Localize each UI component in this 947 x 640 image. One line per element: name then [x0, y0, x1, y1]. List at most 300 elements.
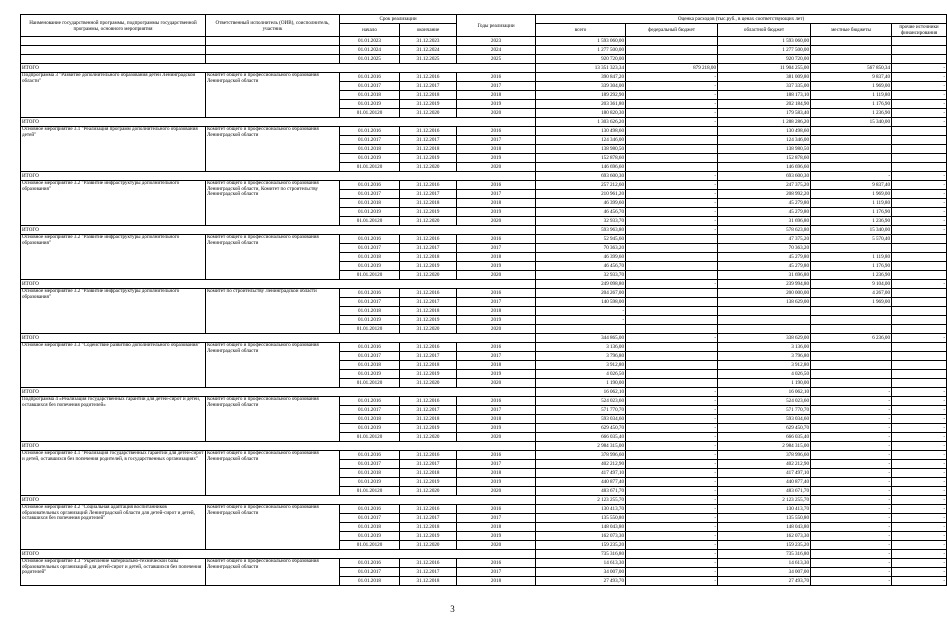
cost-other	[892, 361, 947, 370]
start-date: 01.01.2019	[340, 154, 400, 163]
start-date: 01.01.2018	[340, 91, 400, 100]
cost-local	[811, 379, 892, 388]
start-date: 01.01.20120	[340, 541, 400, 550]
end-date: 31.12.2020	[400, 271, 457, 280]
cost-local	[811, 352, 892, 361]
cost-federal: -	[626, 523, 718, 532]
end-date: 31.12.2020	[400, 325, 457, 334]
cost-local: -	[811, 478, 892, 487]
cost-total: 2 984 315,00	[536, 442, 626, 451]
total-label: ИТОГО	[21, 442, 536, 451]
start-date: 01.01.2016	[340, 451, 400, 460]
end-date: 31.12.2024	[400, 46, 457, 55]
cost-local: -	[811, 469, 892, 478]
year: 2016	[457, 73, 536, 82]
end-date: 31.12.2016	[400, 181, 457, 190]
start-date: 01.01.2018	[340, 415, 400, 424]
cost-regional	[718, 325, 811, 334]
cost-regional: 4 026,50	[718, 370, 811, 379]
start-date: 01.01.20120	[340, 433, 400, 442]
cost-other	[892, 352, 947, 361]
measure-name: Основное мероприятие 3.2 "Развитие инфраструктуры дополнительного образования"	[21, 181, 206, 226]
year: 2019	[457, 208, 536, 217]
cost-local: 1 176,90	[811, 100, 892, 109]
cost-regional: 138 980,50	[718, 145, 811, 154]
cost-total: 70 363,20	[536, 244, 626, 253]
end-date: 31.12.2016	[400, 289, 457, 298]
cost-federal	[626, 145, 718, 154]
cost-local: -	[811, 442, 892, 451]
measure-name	[21, 37, 206, 46]
cost-local	[811, 163, 892, 172]
year: 2020	[457, 217, 536, 226]
year: 2020	[457, 487, 536, 496]
cost-local: 15 340,00	[811, 118, 892, 127]
end-date: 31.12.2019	[400, 262, 457, 271]
cost-other	[892, 271, 947, 280]
year: 2018	[457, 307, 536, 316]
cost-total: 524 023,60	[536, 397, 626, 406]
cost-local: -	[811, 451, 892, 460]
cost-total: 189 292,90	[536, 91, 626, 100]
cost-regional: 629 450,70	[718, 424, 811, 433]
header-other: прочие источники финансирования	[892, 24, 947, 37]
cost-local: -	[811, 514, 892, 523]
end-date: 31.12.2023	[400, 37, 457, 46]
cost-regional: 146 696,60	[718, 163, 811, 172]
start-date: 01.01.20120	[340, 109, 400, 118]
cost-regional: 14 613,30	[718, 559, 811, 568]
cost-local: 1 236,90	[811, 271, 892, 280]
cost-local: -	[811, 433, 892, 442]
cost-total: 249 098,80	[536, 280, 626, 289]
start-date: 01.01.2017	[340, 244, 400, 253]
cost-other	[892, 46, 947, 55]
cost-local: 9 104,00	[811, 280, 892, 289]
start-date: 01.01.2018	[340, 361, 400, 370]
cost-federal: -	[626, 172, 718, 181]
executor-name: Комитет общего и профессионального образования Ленинградской области	[206, 235, 340, 280]
cost-total: 3 136,00	[536, 343, 626, 352]
cost-federal	[626, 127, 718, 136]
header-federal: федеральный бюджет	[626, 24, 718, 37]
cost-federal: -	[626, 433, 718, 442]
cost-federal	[626, 55, 718, 64]
year: 2017	[457, 136, 536, 145]
end-date: 31.12.2018	[400, 307, 457, 316]
year: 2020	[457, 109, 536, 118]
header-total: всего	[536, 24, 626, 37]
cost-local: -	[811, 397, 892, 406]
end-date: 31.12.2020	[400, 109, 457, 118]
year: 2020	[457, 433, 536, 442]
cost-federal: -	[626, 91, 718, 100]
total-label: ИТОГО	[21, 64, 536, 73]
cost-total: 162 073,30	[536, 532, 626, 541]
cost-federal	[626, 244, 718, 253]
cost-other	[892, 289, 947, 298]
year: 2019	[457, 370, 536, 379]
cost-federal: -	[626, 541, 718, 550]
executor-name: Комитет общего и профессионального образования Ленинградской области	[206, 127, 340, 172]
year: 2017	[457, 568, 536, 577]
cost-federal	[626, 163, 718, 172]
start-date: 01.01.2016	[340, 559, 400, 568]
start-date: 01.01.2017	[340, 352, 400, 361]
start-date: 01.01.2017	[340, 568, 400, 577]
cost-other	[892, 253, 947, 262]
header-start: начало	[340, 24, 400, 37]
year: 2018	[457, 577, 536, 586]
end-date: 31.12.2016	[400, 505, 457, 514]
start-date: 01.01.2024	[340, 46, 400, 55]
cost-local	[811, 316, 892, 325]
cost-total: 693 600,30	[536, 172, 626, 181]
cost-federal: -	[626, 82, 718, 91]
cost-local: 1 236,90	[811, 109, 892, 118]
cost-local: 9 837,40	[811, 181, 892, 190]
cost-federal: -	[626, 550, 718, 559]
year: 2019	[457, 316, 536, 325]
end-date: 31.12.2020	[400, 217, 457, 226]
cost-total: 159 235,20	[536, 541, 626, 550]
cost-local: 4 267,00	[811, 289, 892, 298]
end-date: 31.12.2016	[400, 343, 457, 352]
cost-local: 6 236,00	[811, 334, 892, 343]
cost-regional: 45 279,80	[718, 262, 811, 271]
cost-local	[811, 136, 892, 145]
cost-local	[811, 361, 892, 370]
end-date: 31.12.2017	[400, 514, 457, 523]
cost-federal: -	[626, 487, 718, 496]
cost-total: 440 877,40	[536, 478, 626, 487]
cost-local: -	[811, 415, 892, 424]
cost-local: -	[811, 523, 892, 532]
year: 2019	[457, 424, 536, 433]
cost-regional: 179 583,40	[718, 109, 811, 118]
executor-name: Комитет общего и профессионального образования Ленинградской области	[206, 451, 340, 496]
executor-name	[206, 46, 340, 55]
cost-regional: 70 363,20	[718, 244, 811, 253]
cost-regional	[718, 307, 811, 316]
cost-other	[892, 136, 947, 145]
cost-total: 13 351 323,34	[536, 64, 626, 73]
cost-total: 210 961,20	[536, 190, 626, 199]
end-date: 31.12.2018	[400, 199, 457, 208]
year: 2018	[457, 523, 536, 532]
cost-local	[811, 343, 892, 352]
cost-regional: 45 279,80	[718, 208, 811, 217]
cost-total: 148 043,80	[536, 523, 626, 532]
cost-total: 735 316,80	[536, 550, 626, 559]
start-date: 01.01.2019	[340, 208, 400, 217]
cost-regional: 3 136,00	[718, 343, 811, 352]
year: 2025	[457, 55, 536, 64]
cost-other: -	[892, 550, 947, 559]
table-body	[21, 37, 947, 586]
cost-other: -	[892, 433, 947, 442]
end-date: 31.12.2016	[400, 127, 457, 136]
cost-other	[892, 154, 947, 163]
cost-regional: 571 770,70	[718, 406, 811, 415]
cost-total: 390 847,20	[536, 73, 626, 82]
cost-federal	[626, 298, 718, 307]
start-date: 01.01.2025	[340, 55, 400, 64]
cost-local: -	[811, 505, 892, 514]
cost-other: -	[892, 217, 947, 226]
total-label: ИТОГО	[21, 550, 536, 559]
end-date: 31.12.2019	[400, 370, 457, 379]
cost-other: -	[892, 568, 947, 577]
header-name: Наименование государственной программы, подпрограммы государственной программы, основного мероприятия	[21, 15, 206, 37]
end-date: 31.12.2025	[400, 55, 457, 64]
cost-total: 1 593 060,00	[536, 37, 626, 46]
start-date: 01.01.2017	[340, 136, 400, 145]
year: 2018	[457, 361, 536, 370]
cost-local	[811, 370, 892, 379]
table-row	[21, 235, 947, 244]
cost-regional: 440 877,40	[718, 478, 811, 487]
total-label: ИТОГО	[21, 334, 536, 343]
cost-other: -	[892, 73, 947, 82]
cost-regional: 31 696,80	[718, 271, 811, 280]
executor-name: Комитет общего и профессионального образования Ленинградской области	[206, 559, 340, 586]
cost-other: -	[892, 532, 947, 541]
cost-federal: -	[626, 406, 718, 415]
end-date: 31.12.2020	[400, 433, 457, 442]
cost-other: -	[892, 118, 947, 127]
page-number: 3	[450, 604, 455, 614]
cost-total: 203 361,80	[536, 100, 626, 109]
cost-other: -	[892, 559, 947, 568]
cost-other: -	[892, 460, 947, 469]
start-date: 01.01.2018	[340, 199, 400, 208]
cost-other	[892, 370, 947, 379]
cost-federal: -	[626, 568, 718, 577]
start-date: 01.01.2016	[340, 181, 400, 190]
cost-local	[811, 154, 892, 163]
cost-local: 1 969,00	[811, 190, 892, 199]
start-date: 01.01.2019	[340, 370, 400, 379]
end-date: 31.12.2019	[400, 316, 457, 325]
cost-other: -	[892, 478, 947, 487]
cost-local: -	[811, 550, 892, 559]
start-date: 01.01.2018	[340, 577, 400, 586]
cost-total: 46 399,60	[536, 199, 626, 208]
cost-regional: 45 279,80	[718, 199, 811, 208]
start-date: 01.01.2017	[340, 460, 400, 469]
cost-other	[892, 244, 947, 253]
cost-local: 1 176,90	[811, 262, 892, 271]
cost-total: 46 399,60	[536, 253, 626, 262]
table-row	[21, 37, 947, 46]
start-date: 01.01.2023	[340, 37, 400, 46]
end-date: 31.12.2019	[400, 154, 457, 163]
start-date: 01.01.2018	[340, 253, 400, 262]
start-date: 01.01.2018	[340, 469, 400, 478]
measure-name	[21, 55, 206, 64]
total-label: ИТОГО	[21, 226, 536, 235]
end-date: 31.12.2017	[400, 460, 457, 469]
year: 2017	[457, 352, 536, 361]
header-years: Годы реализации	[457, 15, 536, 37]
cost-other: -	[892, 496, 947, 505]
cost-local	[811, 325, 892, 334]
cost-regional: 417 497,10	[718, 469, 811, 478]
cost-local: 15 340,00	[811, 226, 892, 235]
cost-total: 52 945,60	[536, 235, 626, 244]
cost-regional: 1 288 286,20	[718, 118, 811, 127]
cost-federal	[626, 361, 718, 370]
cost-other: -	[892, 469, 947, 478]
year: 2016	[457, 559, 536, 568]
cost-federal	[626, 316, 718, 325]
cost-other: -	[892, 415, 947, 424]
cost-total: 417 497,10	[536, 469, 626, 478]
end-date: 31.12.2018	[400, 577, 457, 586]
cost-total: 4 026,50	[536, 370, 626, 379]
start-date: 01.01.2018	[340, 307, 400, 316]
cost-federal: -	[626, 109, 718, 118]
cost-regional: 524 023,60	[718, 397, 811, 406]
cost-federal: -	[626, 496, 718, 505]
header-local: местные бюджеты	[811, 24, 892, 37]
end-date: 31.12.2017	[400, 82, 457, 91]
cost-federal: -	[626, 190, 718, 199]
cost-total: 46 456,70	[536, 262, 626, 271]
cost-regional: 31 696,80	[718, 217, 811, 226]
year: 2018	[457, 415, 536, 424]
end-date: 31.12.2019	[400, 208, 457, 217]
cost-local: 1 236,90	[811, 217, 892, 226]
cost-total: 135 550,80	[536, 514, 626, 523]
start-date: 01.01.2019	[340, 532, 400, 541]
year: 2024	[457, 46, 536, 55]
end-date: 31.12.2016	[400, 451, 457, 460]
year: 2018	[457, 253, 536, 262]
cost-federal	[626, 235, 718, 244]
cost-local: 1 119,80	[811, 199, 892, 208]
start-date: 01.01.2019	[340, 100, 400, 109]
cost-other: -	[892, 451, 947, 460]
year: 2023	[457, 37, 536, 46]
cost-total: 571 770,70	[536, 406, 626, 415]
cost-total: 130 498,60	[536, 127, 626, 136]
measure-name: Основное мероприятие 3.2 "Развитие инфраструктуры дополнительного образования"	[21, 235, 206, 280]
cost-local: -	[811, 568, 892, 577]
cost-federal	[626, 343, 718, 352]
cost-other	[892, 298, 947, 307]
cost-regional: 2 123 255,70	[718, 496, 811, 505]
year: 2016	[457, 289, 536, 298]
start-date: 01.01.2016	[340, 505, 400, 514]
end-date: 31.12.2017	[400, 136, 457, 145]
start-date: 01.01.20120	[340, 379, 400, 388]
measure-name: Подпрограмма 4 «Реализация государственных гарантий для детей-сирот и детей, оставшихся без попечения родителей»	[21, 397, 206, 442]
cost-total: 257 212,60	[536, 181, 626, 190]
end-date: 31.12.2020	[400, 541, 457, 550]
start-date: 01.01.2016	[340, 127, 400, 136]
cost-regional: 138 629,00	[718, 298, 811, 307]
cost-federal: -	[626, 514, 718, 523]
cost-local: -	[811, 388, 892, 397]
year: 2017	[457, 82, 536, 91]
cost-other: -	[892, 208, 947, 217]
table-row	[21, 46, 947, 55]
cost-total: 152 878,60	[536, 154, 626, 163]
cost-total: 339 304,00	[536, 82, 626, 91]
cost-total: 130 413,70	[536, 505, 626, 514]
cost-federal: -	[626, 199, 718, 208]
end-date: 31.12.2019	[400, 532, 457, 541]
cost-regional: 124 346,00	[718, 136, 811, 145]
cost-local: -	[811, 460, 892, 469]
cost-local	[811, 127, 892, 136]
cost-federal	[626, 325, 718, 334]
cost-federal	[626, 37, 718, 46]
cost-total: 34 007,00	[536, 568, 626, 577]
cost-regional: 135 550,80	[718, 514, 811, 523]
year: 2016	[457, 181, 536, 190]
cost-federal	[626, 370, 718, 379]
year: 2019	[457, 100, 536, 109]
cost-other	[892, 127, 947, 136]
end-date: 31.12.2018	[400, 145, 457, 154]
cost-other: -	[892, 514, 947, 523]
measure-name: Подпрограмма 3 "Развитие дополнительного образования детей Ленинградской области"	[21, 73, 206, 118]
cost-other	[892, 343, 947, 352]
end-date: 31.12.2017	[400, 298, 457, 307]
cost-other: -	[892, 280, 947, 289]
executor-name	[206, 55, 340, 64]
cost-federal: -	[626, 469, 718, 478]
cost-local: 1 119,80	[811, 253, 892, 262]
year: 2017	[457, 460, 536, 469]
cost-regional: 162 073,30	[718, 532, 811, 541]
start-date: 01.01.2018	[340, 145, 400, 154]
cost-regional: 378 996,60	[718, 451, 811, 460]
cost-regional: 130 413,70	[718, 505, 811, 514]
year: 2016	[457, 397, 536, 406]
cost-regional	[718, 316, 811, 325]
cost-other: -	[892, 424, 947, 433]
cost-other	[892, 316, 947, 325]
cost-federal: -	[626, 280, 718, 289]
measure-name: Основное мероприятие 3.3 "Содействие развитию дополнительного образования"	[21, 343, 206, 388]
cost-total: 629 450,70	[536, 424, 626, 433]
cost-total: 140 598,00	[536, 298, 626, 307]
cost-total: 32 933,70	[536, 271, 626, 280]
cost-other: -	[892, 181, 947, 190]
start-date: 01.01.20120	[340, 163, 400, 172]
cost-regional: 239 994,80	[718, 280, 811, 289]
executor-name	[206, 37, 340, 46]
start-date: 01.01.2016	[340, 73, 400, 82]
table-row	[21, 343, 947, 352]
year: 2018	[457, 91, 536, 100]
cost-federal: -	[626, 217, 718, 226]
year: 2017	[457, 244, 536, 253]
executor-name: Комитет общего и профессионального образования Ленинградской области	[206, 343, 340, 388]
table-header	[21, 15, 947, 37]
cost-regional: 693 600,30	[718, 172, 811, 181]
cost-total: 3 796,80	[536, 352, 626, 361]
cost-total: 593 034,60	[536, 415, 626, 424]
cost-federal: -	[626, 424, 718, 433]
cost-other	[892, 145, 947, 154]
cost-other: -	[892, 172, 947, 181]
executor-name: Комитет общего и профессионального образования Ленинградской области	[206, 505, 340, 550]
